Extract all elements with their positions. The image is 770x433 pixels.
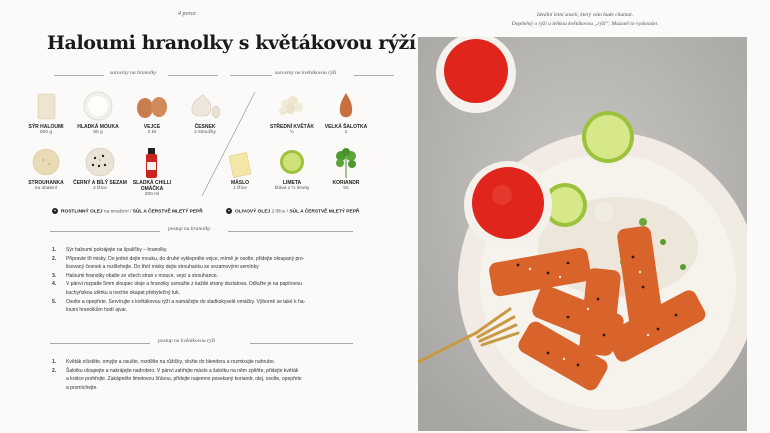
haloumi-cheese-icon: [16, 90, 76, 124]
ingredient-chili-sauce: [122, 146, 182, 198]
step-text: Osolte a opepřete. Servírujte s květákovou rýží a namáčejte do sladkokyselé omáčky. Výborně se také k ha-: [66, 298, 306, 305]
eggs-icon: [122, 90, 182, 124]
spice-name: SŮL A ČERSTVĚ MLETÝ PEPŘ: [289, 209, 360, 215]
ingredient-qty: 2 lžíce: [93, 186, 107, 191]
section-method-fries: [50, 226, 360, 236]
step-item: [52, 384, 362, 393]
ingredient-name: HLADKÁ MOUKA: [77, 124, 119, 130]
ingredient-qty: na obalení: [34, 186, 58, 191]
ingredient-shallot: [316, 90, 376, 136]
extra-fries-oil: [52, 208, 203, 214]
oil-qty: 2 lžíce: [271, 209, 286, 215]
step-item: [52, 358, 362, 367]
ingredient-butter: [210, 146, 270, 192]
ingredient-qty: 200 ml: [144, 192, 160, 197]
ingredient-name: SLADKÁ CHILLI OMÁČKA: [132, 180, 172, 192]
spice-name: SŮL A ČERSTVĚ MLETÝ PEPŘ: [132, 209, 203, 215]
steps-rice-list: [52, 358, 362, 392]
recipe-title: Haloumi hranolky s květákovou rýží: [47, 32, 416, 54]
servings-label: 4 porce: [178, 11, 196, 17]
coriander-icon: [316, 146, 376, 180]
step-text: kuchyňskou utěrku a nechte okapat přebytečný tuk.: [66, 289, 180, 296]
step-text: a promíchejte.: [66, 384, 98, 391]
section-label: suroviny na květákovou rýži: [275, 70, 337, 76]
step-number: 1.: [52, 247, 57, 253]
step-item: [52, 375, 362, 384]
extra-rice-oil: [226, 208, 359, 214]
ingredient-name: STŘEDNÍ KVĚTÁK: [270, 124, 314, 130]
separator: /: [130, 209, 132, 215]
step-number: 4.: [52, 281, 57, 288]
ingredient-name: ČESNEK: [194, 124, 216, 130]
section-label: postup na květákovou rýži: [158, 338, 216, 344]
step-text: a krátce prohřejte. Zakápněte limetovou šťávou, přidejte najemno posekaný koriandr, olej, osolte, opepřete: [66, 376, 302, 383]
ingredient-qty: 2 stroužky: [194, 130, 216, 135]
step-item: [52, 246, 362, 255]
step-number: 2.: [52, 367, 57, 374]
step-text: Šalotku oloupejte a nakrájejte nadrobno. V pánvi zahřejte máslo a šalotku na něm zpěňte, přidejte květák: [66, 367, 299, 374]
lime-icon: [262, 146, 322, 180]
step-number: 1.: [52, 359, 57, 365]
ingredient-name: STROUHANKA: [28, 180, 64, 186]
breadcrumbs-icon: [16, 146, 76, 180]
step-item: [52, 306, 362, 315]
shallot-icon: [316, 90, 376, 124]
ingredient-qty: šťáva z ½ limety: [274, 186, 310, 191]
step-text: Květák očistěte, omyjte a osušte, rozdělte na růžičky, vložte do blenderu a rozmixujte nahrubo.: [66, 359, 275, 365]
plus-bullet-icon: +: [227, 208, 231, 213]
step-text: Sýr haloumi pokrájejte na špalíčky – hranolky.: [66, 247, 168, 253]
section-ingredients-rice: [230, 70, 410, 80]
section-label: suroviny na hranolky: [110, 70, 157, 76]
step-text: loumi hranolkům hodí ajvar.: [66, 307, 128, 314]
ingredient-qty: 500 g: [39, 130, 52, 135]
ingredient-name: LIMETA: [282, 180, 302, 186]
ingredient-qty: ½: [289, 130, 294, 135]
step-item: [52, 255, 362, 264]
step-number: 2.: [52, 255, 57, 262]
step-number: 5.: [52, 298, 57, 305]
haloumi-fries-plate-image: [418, 37, 747, 431]
ingredient-haloumi: [16, 90, 76, 136]
step-text: lisovaný česnek a rozšlehejte. Do třetí misky dejte strouhanku se sezamovými semínky.: [66, 264, 260, 271]
tagline-line-2: Doplněný o rýži a lehkou květákovou „rýží“. Mazaně to vyzkoušet.: [511, 21, 659, 27]
section-label: postup na hranolky: [168, 226, 211, 232]
step-item: [52, 298, 362, 307]
step-text: V pánvi rozpalte 5mm sloupec oleje a hranolky osmažte z každé strany dozlatova. Odložte je na papírovou: [66, 281, 302, 288]
step-number: 3.: [52, 272, 57, 279]
plus-bullet-icon: +: [53, 208, 57, 213]
chili-sauce-bottle-icon: [122, 146, 182, 180]
ingredient-flour: [68, 90, 128, 136]
ingredient-cauliflower: [262, 90, 322, 136]
ingredient-garlic: [175, 90, 235, 136]
step-item: [52, 263, 362, 272]
sesame-icon: [70, 146, 130, 180]
step-item: [52, 367, 362, 376]
tagline-line-1: Ideální letní snack, který vám bude chutnat.: [536, 12, 634, 18]
ingredient-name: VELKÁ ŠALOTKA: [324, 124, 368, 130]
recipe-tagline: [470, 11, 700, 29]
cauliflower-icon: [262, 90, 322, 124]
ingredient-name: SÝR HALOUMI: [28, 124, 64, 130]
ingredient-coriander: [316, 146, 376, 192]
oil-qty: na smažení: [103, 209, 129, 215]
step-item: [52, 272, 362, 281]
ingredient-eggs: [122, 90, 182, 136]
ingredient-name: ČERNÝ A BÍLÝ SEZAM: [73, 180, 127, 186]
ingredient-lime: [262, 146, 322, 192]
step-item: [52, 280, 362, 289]
ingredient-breadcrumbs: [16, 146, 76, 192]
flour-bowl-icon: [68, 90, 128, 124]
ingredient-name: MÁSLO: [230, 180, 250, 186]
oil-name: ROSTLINNÝ OLEJ: [61, 209, 103, 215]
step-item: [52, 289, 362, 298]
oil-name: OLIVOVÝ OLEJ: [235, 209, 271, 215]
steps-fries-list: [52, 246, 362, 315]
garlic-icon: [175, 90, 235, 124]
step-text: Připravte tři misky. Do jedné dejte mouku, do druhé vyklepněte vejce, mírně je osolte, přidejte oloupaný pro-: [66, 255, 305, 262]
ingredient-qty: 1: [344, 130, 348, 135]
ingredient-sesame: [70, 146, 130, 192]
ingredient-qty: 1 lžíce: [233, 186, 247, 191]
separator: /: [286, 209, 289, 215]
section-ingredients-fries: [30, 70, 230, 80]
ingredient-name: KORIANDR: [332, 180, 360, 186]
butter-icon: [210, 146, 270, 180]
food-photo: [418, 37, 747, 431]
section-method-rice: [50, 338, 360, 348]
ingredient-qty: trs: [343, 186, 349, 191]
step-text: Haloumi hranolky obalte ze všech stran v mouce, vejci a strouhance.: [66, 272, 219, 279]
ingredient-qty: 2 ks: [147, 130, 157, 135]
ingredient-qty: 50 g: [93, 130, 103, 135]
ingredient-name: VEJCE: [143, 124, 161, 130]
